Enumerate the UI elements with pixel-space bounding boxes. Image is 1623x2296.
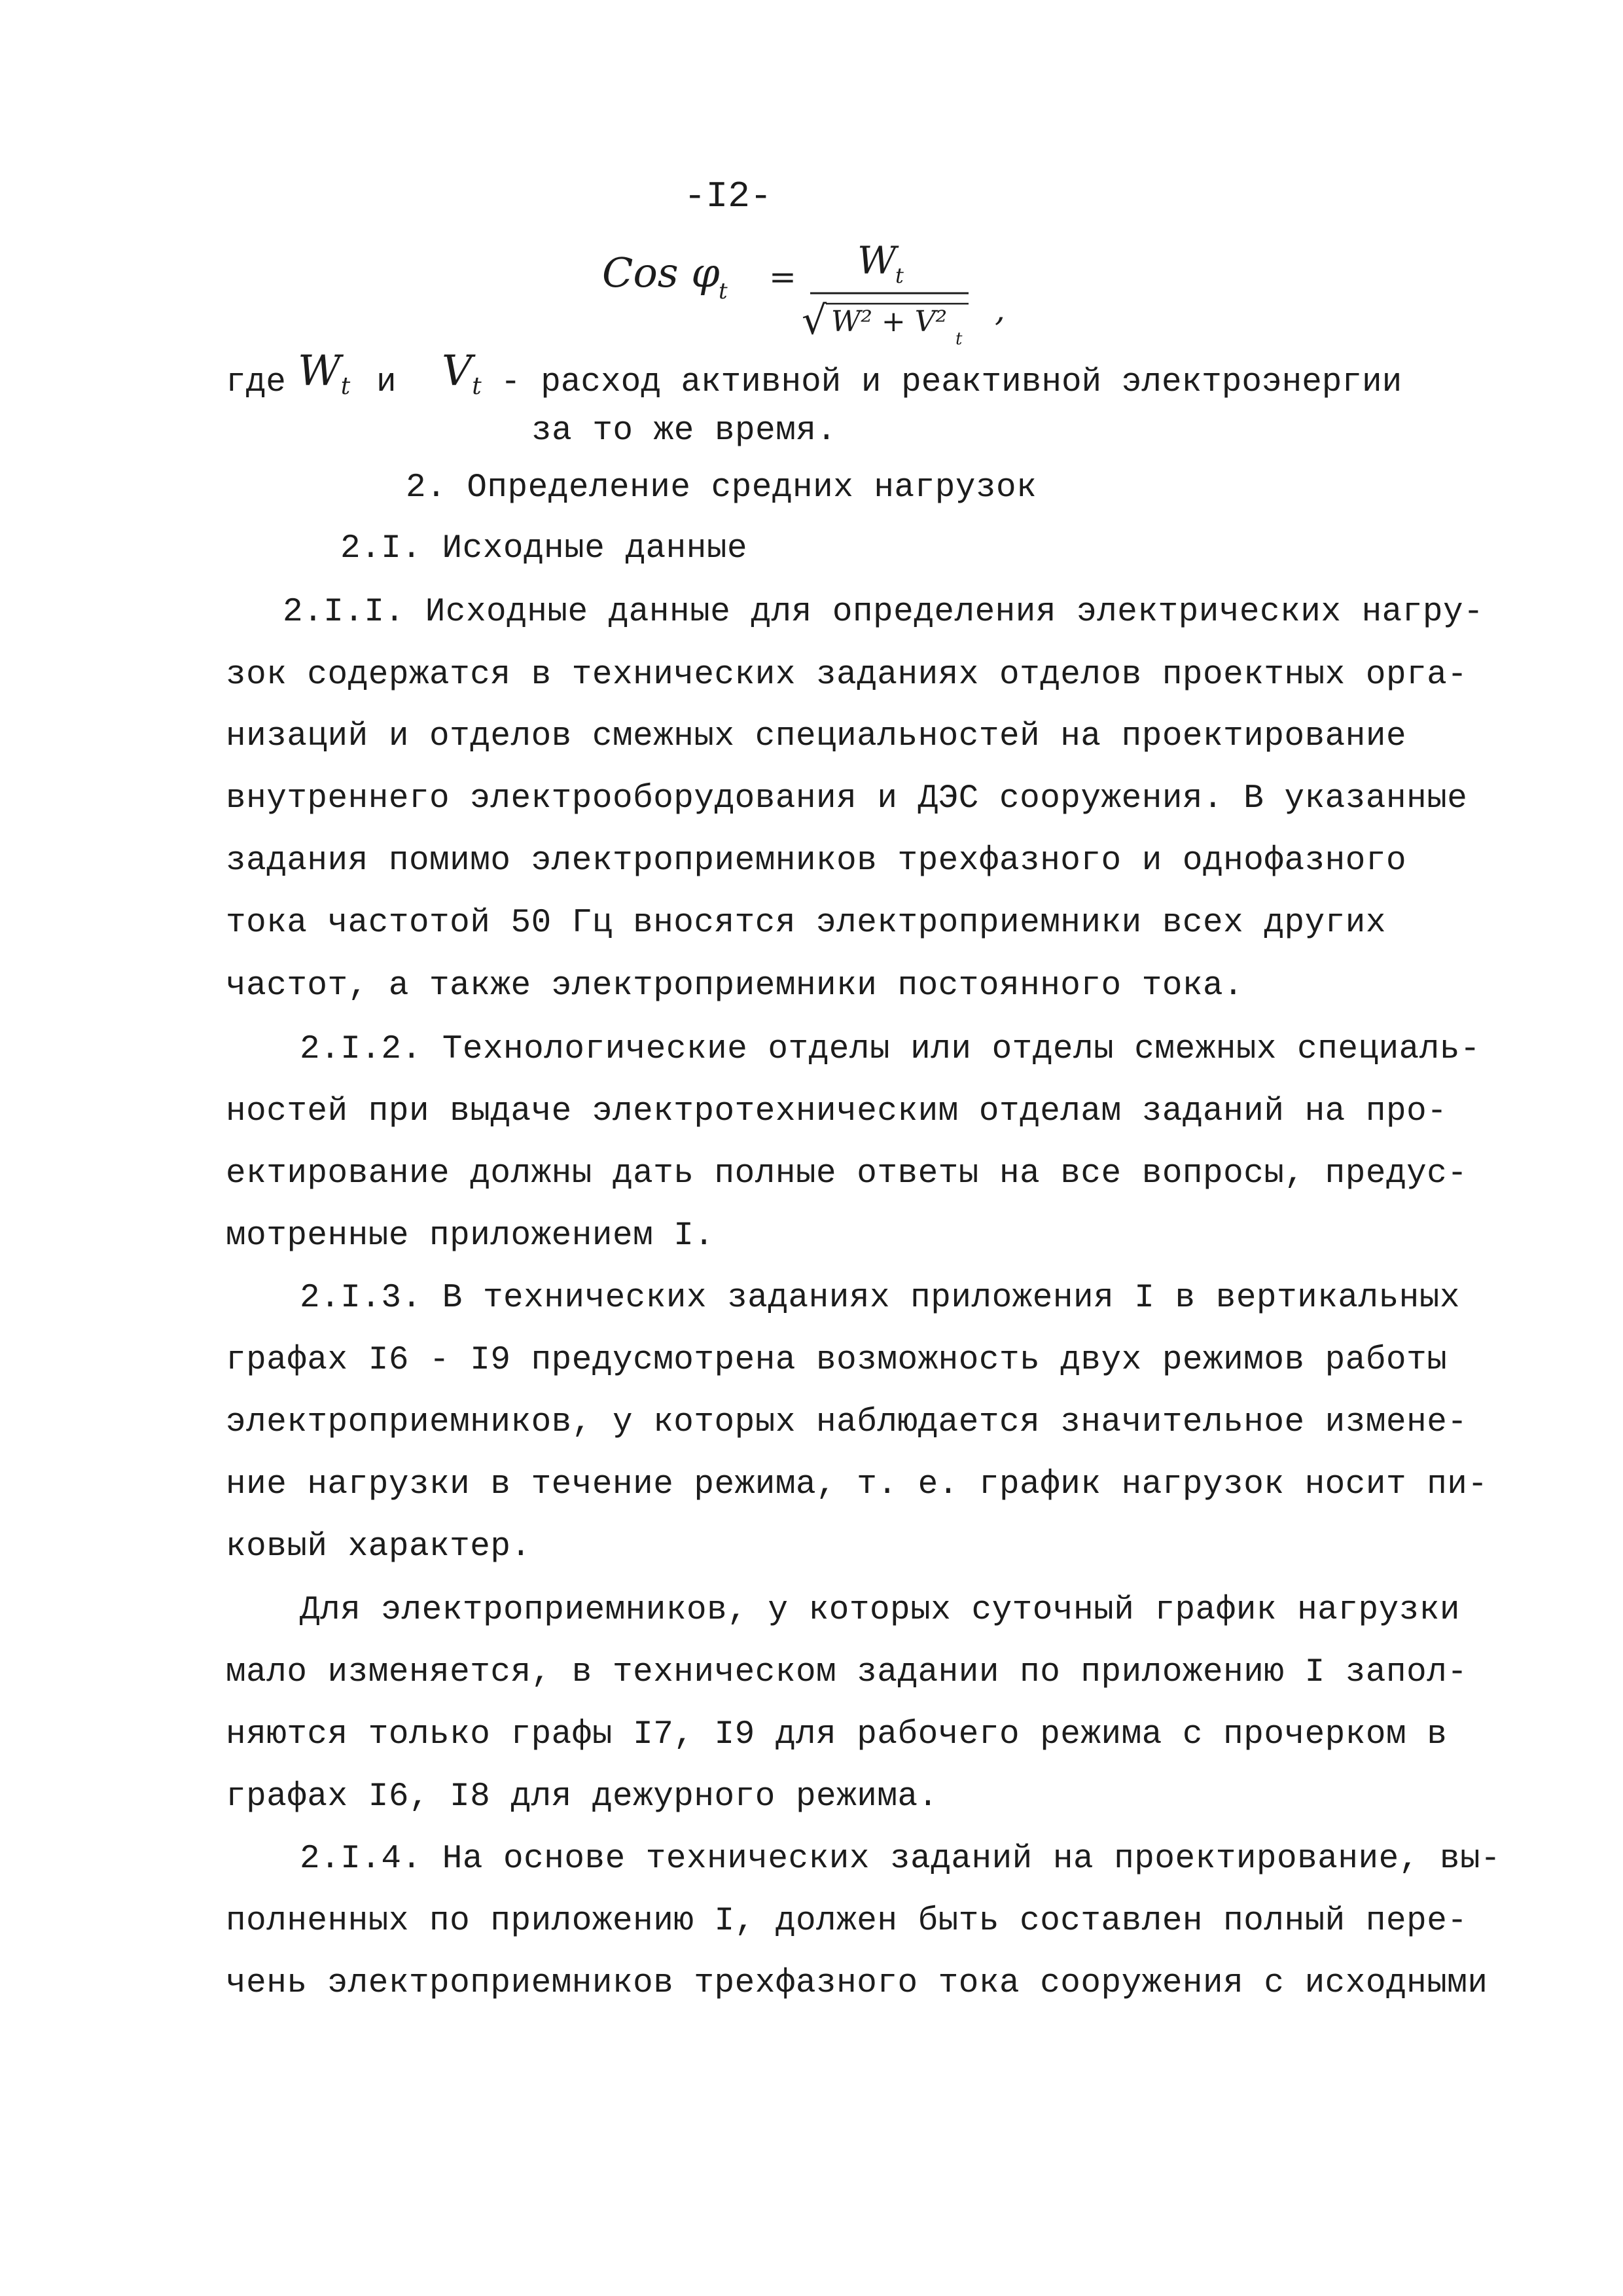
text-line: низаций и отделов смежных специальностей на проектирование — [226, 718, 1407, 755]
var-v: $V_t$ — [442, 347, 482, 400]
text-line: мотренные приложением I. — [226, 1217, 715, 1255]
text-line: частот, а также электроприемники постоянного тока. — [226, 967, 1244, 1005]
text-line: няются только графы I7, I9 для рабочего режима с прочерком в — [226, 1716, 1448, 1753]
text-line: графах I6, I8 для дежурного режима. — [226, 1778, 938, 1816]
text-line: полненных по приложению I, должен быть составлен полный пере- — [226, 1903, 1468, 1940]
word-and: и — [376, 364, 397, 401]
text-line: чень электроприемников трехфазного тока сооружения с исходными — [226, 1965, 1488, 2002]
text-line: зок содержатся в технических заданиях отделов проектных орга- — [226, 656, 1468, 694]
subsection-heading: 2.I. Исходные данные — [340, 530, 748, 567]
text-line: тока частотой 50 Гц вносятся электроприемники всех других — [226, 905, 1386, 942]
power-factor-formula — [602, 236, 1073, 353]
formula-lhs: Cos φ — [602, 249, 720, 296]
text-line: внутреннего электрооборудования и ДЭС сооружения. В указанные — [226, 780, 1468, 817]
text-line: электроприемников, у которых наблюдается значительное измене- — [226, 1404, 1468, 1441]
text-line: ковый характер. — [226, 1528, 531, 1566]
formula-lhs-sub: t — [719, 278, 728, 304]
text-line: Для электроприемников, у которых суточный график нагрузки — [300, 1592, 1460, 1629]
variable-explanation: - расход активной и реактивной электроэнергии — [501, 364, 1402, 401]
text-line: ние нагрузки в течение режима, т. е. график нагрузок носит пи- — [226, 1466, 1488, 1503]
formula-radical: √ — [802, 298, 827, 344]
formula-equals: = — [769, 258, 796, 296]
word-where: где — [226, 364, 286, 401]
text-line: ектирование должны дать полные ответы на все вопросы, предус- — [226, 1155, 1468, 1193]
text-line: мало изменяется, в техническом задании по приложению I запол- — [226, 1654, 1468, 1691]
formula-denominator-sub: t — [955, 329, 963, 349]
section-heading: 2. Определение средних нагрузок — [406, 469, 1037, 507]
text-line: 2.I.3. В технических заданиях приложения I в вертикальных — [300, 1280, 1460, 1317]
text-line: графах I6 - I9 предусмотрена возможность двух режимов работы — [226, 1342, 1448, 1379]
var-w: $W_t$ — [298, 347, 351, 400]
page-number: -I2- — [684, 175, 772, 217]
formula-numerator-sub: t — [895, 263, 904, 288]
formula-denominator: W² + V² — [831, 305, 948, 338]
explanation-continuation: за то же время. — [531, 412, 837, 450]
text-line: 2.I.I. Исходные данные для определения электрических нагру- — [283, 594, 1484, 631]
text-line: 2.I.4. На основе технических заданий на проектирование, вы- — [300, 1840, 1501, 1878]
variable-definition — [226, 347, 1535, 412]
formula-numerator: W — [857, 238, 897, 283]
formula-graphic — [602, 236, 1073, 353]
text-line: задания помимо электроприемников трехфазного и однофазного — [226, 842, 1407, 880]
text-line: 2.I.2. Технологические отделы или отделы смежных специаль- — [300, 1031, 1481, 1068]
formula-trailing-comma: , — [995, 291, 1005, 329]
text-line: ностей при выдаче электротехническим отделам заданий на про- — [226, 1093, 1448, 1130]
